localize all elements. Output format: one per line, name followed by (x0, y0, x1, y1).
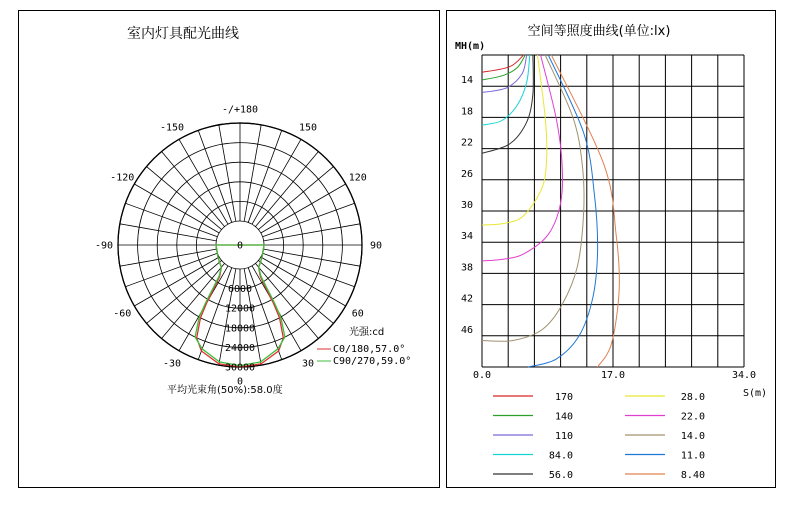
radial-tick-label: 6000 (227, 284, 253, 296)
contour-legend (493, 392, 705, 481)
polar-chart-title: 室内灯具配光曲线 (127, 26, 239, 42)
legend-label-4: 56.0 (548, 470, 573, 481)
polar-spoke (198, 130, 232, 222)
radial-tick-label: 12000 (224, 303, 256, 315)
angle-label: -150 (159, 122, 185, 134)
polar-spoke (263, 253, 355, 287)
angle-label: -60 (113, 308, 132, 320)
contour-line-3 (482, 55, 530, 125)
x-tick-label: 17.0 (600, 370, 626, 381)
legend-label-9: 8.40 (680, 470, 705, 481)
polar-spoke (162, 263, 225, 338)
polar-spoke (147, 167, 222, 230)
legend-label-c90: C90/270,59.0° (333, 356, 412, 367)
contour-grid (482, 55, 744, 367)
contour-line-0 (482, 55, 524, 72)
polar-spoke (125, 203, 217, 237)
radial-tick-label: 24000 (224, 342, 256, 354)
polar-spoke (264, 249, 361, 266)
y-tick-label: 42 (461, 293, 474, 305)
contour-line-1 (482, 55, 525, 80)
beam-angle-footer: 平均光束角(50%):58.0度 (167, 385, 283, 396)
radial-tick-label: 18000 (224, 323, 256, 335)
polar-spoke (219, 125, 236, 222)
legend-label-7: 14.0 (680, 431, 705, 442)
y-tick-label: 18 (461, 106, 474, 118)
angle-label: 120 (348, 172, 367, 184)
polar-spoke (263, 203, 355, 237)
polar-spoke (147, 260, 222, 323)
polar-spoke (258, 260, 333, 323)
y-tick-label: 26 (461, 168, 474, 180)
y-tick-label: 38 (461, 262, 474, 274)
legend-label-2: 110 (554, 431, 573, 442)
polar-spoke (125, 253, 217, 287)
contour-ticks (461, 75, 756, 381)
y-tick-label: 34 (461, 231, 474, 243)
x-tick-label: 0.0 (472, 370, 492, 381)
legend-label-c0: C0/180,57.0° (333, 344, 406, 355)
isolux-panel (446, 10, 776, 488)
angle-label: -/+180 (221, 104, 259, 116)
intensity-unit-label: 光强:cd (349, 327, 385, 338)
y-tick-label: 30 (461, 200, 474, 211)
polar-spoke (248, 130, 282, 222)
x-axis-label: S(m) (743, 388, 768, 399)
angle-label: 30 (301, 358, 315, 370)
angle-label: -90 (94, 240, 114, 252)
angle-label: 90 (369, 240, 383, 252)
radial-tick-label: 0 (236, 240, 244, 252)
y-axis-label: MH(m) (455, 41, 486, 52)
angle-label: -30 (162, 358, 182, 370)
contour-line-4 (482, 55, 533, 153)
y-tick-label: 14 (461, 75, 474, 87)
polar-chart (19, 11, 439, 487)
legend-label-6: 22.0 (680, 411, 705, 423)
polar-spoke (244, 125, 261, 222)
angle-label: -120 (110, 172, 135, 184)
x-tick-label: 34.0 (731, 370, 757, 381)
polar-spoke (264, 224, 361, 241)
radial-tick-label: 30000 (224, 362, 256, 374)
polar-spoke (120, 249, 217, 266)
isolux-chart (447, 11, 775, 487)
angle-label: 0 (236, 376, 244, 388)
polar-spoke (258, 167, 333, 230)
angle-label: 60 (351, 308, 364, 320)
polar-spoke (255, 263, 318, 338)
y-tick-label: 22 (461, 137, 474, 149)
legend-label-0: 170 (554, 392, 573, 403)
polar-spoke (162, 152, 225, 227)
legend-label-8: 11.0 (680, 450, 705, 462)
contour-line-2 (482, 55, 527, 92)
polar-spoke (255, 152, 318, 227)
y-tick-label: 46 (461, 324, 474, 336)
angle-label: 150 (298, 122, 318, 134)
isolux-chart-title: 空间等照度曲线(单位:lx) (527, 24, 671, 39)
legend-label-1: 140 (554, 411, 573, 423)
legend-label-3: 84.0 (548, 450, 573, 462)
polar-spoke (120, 224, 217, 241)
legend-label-5: 28.0 (680, 392, 705, 403)
light-distribution-panel (18, 10, 440, 488)
